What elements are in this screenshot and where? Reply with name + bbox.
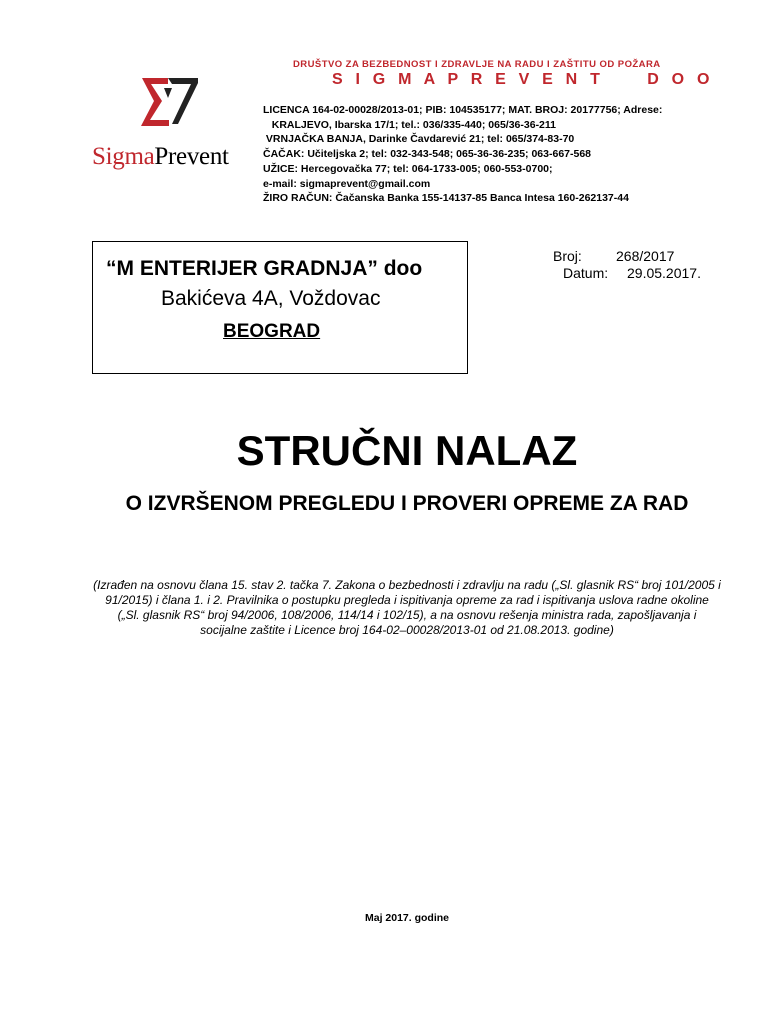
- contact-line: e-mail: sigmaprevent@gmail.com: [263, 177, 431, 190]
- recipient-city: BEOGRAD: [223, 321, 321, 342]
- logo-text-sigma: Sigma: [92, 143, 155, 170]
- contact-line: UŽICE: Hercegovačka 77; tel: 064-1733-005; 060-553-0700;: [263, 162, 553, 175]
- recipient-street: Bakićeva 4A, Voždovac: [161, 287, 381, 310]
- contact-line: KRALJEVO, Ibarska 17/1; tel.: 036/335-440; 065/36-36-211: [263, 118, 557, 131]
- recipient-name: “M ENTERIJER GRADNJA” doo: [106, 257, 423, 280]
- sigma-logo-icon: [138, 76, 202, 128]
- contact-info: [263, 103, 662, 206]
- document-number-value: 268/2017: [616, 248, 675, 264]
- document-number-label: Broj:: [553, 248, 582, 264]
- company-name: S I G M A P R E V E N T D O O: [332, 71, 714, 88]
- document-date-label: Datum:: [563, 264, 609, 281]
- document-subtitle: O IZVRŠENOM PREGLEDU I PROVERI OPREME ZA RAD: [125, 492, 689, 515]
- contact-line: ŽIRO RAČUN: Čačanska Banka 155-14137-85 Banca Intesa 160-262137-44: [263, 192, 629, 205]
- company-logo-wordmark: [92, 143, 229, 171]
- contact-line: VRNJAČKA BANJA, Darinke Čavdarević 21; tel: 065/374-83-70: [263, 133, 575, 146]
- document-date-value: 29.05.2017.: [627, 264, 701, 281]
- contact-line: LICENCA 164-02-00028/2013-01; PIB: 104535177; MAT. BROJ: 20177756; Adrese:: [263, 104, 663, 116]
- document-meta: [553, 248, 701, 281]
- footer-date: Maj 2017. godine: [364, 912, 450, 924]
- recipient-box: [92, 241, 468, 374]
- company-tagline: DRUŠTVO ZA BEZBEDNOST I ZDRAVLJE NA RADU I ZAŠTITU OD POŽARA: [293, 59, 661, 70]
- logo-text-prevent: Prevent: [154, 143, 229, 170]
- contact-line: ČAČAK: Učiteljska 2; tel: 032-343-548; 065-36-36-235; 063-667-568: [263, 148, 592, 161]
- legal-basis-note: (Izrađen na osnovu člana 15. stav 2. tačka 7. Zakona o bezbednosti i zdravlju na radu („Sl. glasnik RS“ broj 101/2005 i 91/2015) i člana 1. i 2. Pravilnika o postupku pregleda i ispitivanja opreme za rad i ispitivanja uslova radne okoline („Sl. glasnik RS“ broj 94/2006, 108/2006, 114/14 i 102/15), a na osnovu rešenja ministra rada, zapošljavanja i socijalne zaštite i Licence broj 164-02–00028/2013-01 od 21.08.2013. godine): [93, 578, 721, 637]
- document-title: STRUČNI NALAZ: [236, 427, 578, 474]
